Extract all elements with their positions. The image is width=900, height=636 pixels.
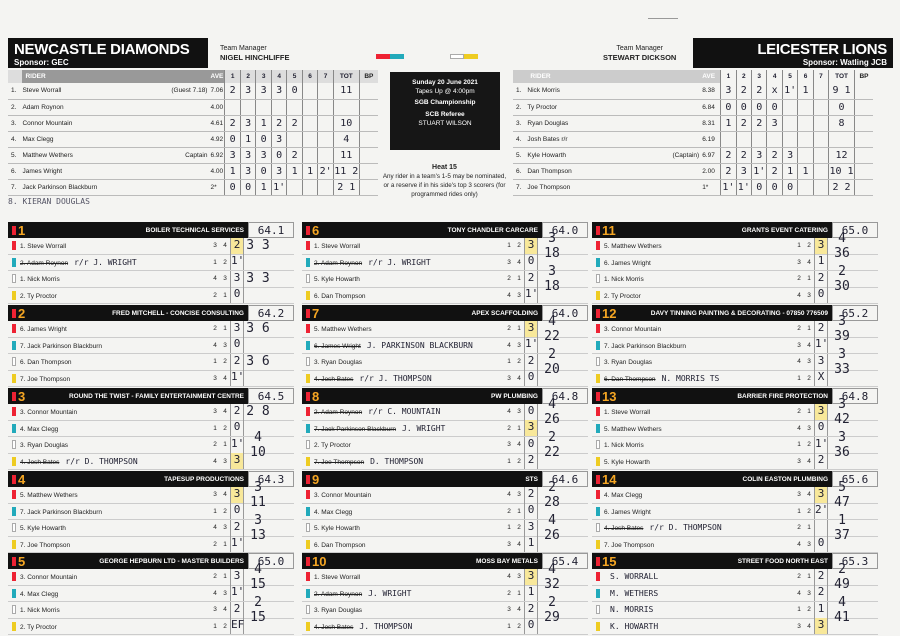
heat-row-total: 2 49 — [834, 561, 850, 592]
heat-header: 13 BARRIER FIRE PROTECTION 64.8 — [592, 388, 878, 404]
heat-rider-row: 3. Ryan Douglas 2 1 1' 4 10 — [8, 437, 294, 454]
home-rider-row: 2. Adam Roynon 4.00 — [8, 99, 378, 115]
heat-time: 64.3 — [248, 471, 294, 487]
meeting-tapes: Tapes Up @ 4:00pm — [415, 88, 475, 95]
heat-rider-row: 3. Connor Mountain 3 4 2 2 8 — [8, 404, 294, 421]
away-rider-row: 7. Joe Thompson 1* 1' 1' 0 0 0 2 2 — [513, 179, 873, 195]
heat-3 — [8, 388, 294, 470]
heat-row-total: 4 15 — [250, 561, 266, 592]
heat-row-total: 2 22 — [544, 429, 560, 460]
heat-time: 65.2 — [832, 305, 878, 321]
heat-rider-row: 4. Max Clegg 2 1 0 — [302, 504, 588, 521]
home-rider-row: 7. Jack Parkinson Blackburn 2* 0 0 1 1' 2 1 — [8, 179, 378, 195]
heat-rider-row: 1. Steve Worrall 2 1 3 3 42 — [592, 404, 878, 421]
heat-time: 65.0 — [248, 553, 294, 569]
heat-row-total: 2 8 — [246, 404, 270, 420]
home-team-header — [8, 38, 378, 68]
away-table-header: RIDER AVE 1 2 3 4 5 6 7 TOT BP — [513, 70, 873, 83]
heat-rider-row: 6. James Wright 1 2 2' — [592, 504, 878, 521]
heat-row-total: 2 28 — [544, 479, 560, 510]
heat-row-total: 5 47 — [834, 479, 850, 510]
home-team-name: NEWCASTLE DIAMONDS — [14, 41, 190, 58]
meeting-competition: SGB Championship — [414, 99, 476, 106]
heat-14 — [592, 471, 878, 553]
heat-row-total: 4 26 — [544, 512, 560, 543]
heat-rider-row: 2. Ty Proctor 3 4 0 2 22 — [302, 437, 588, 454]
away-rider-row: 6. Dan Thompson 2.00 2 3 1' 2 1 1 10 1 — [513, 163, 873, 179]
home-manager: Team Manager NIGEL HINCHLIFFE — [220, 45, 290, 62]
heat-row-total: 4 10 — [250, 429, 266, 460]
heat-header: 9 STS 64.6 — [302, 471, 588, 487]
heat-header: 11 GRANTS EVENT CATERING 65.0 — [592, 222, 878, 238]
heat-rider-row: 2. Ty Proctor 1 2 EF — [8, 619, 294, 636]
away-team-sponsor: Sponsor: Watling JCB — [802, 58, 887, 67]
home-rider-row: 6. James Wright 4.00 1 3 0 3 1 1 2' 11 2 — [8, 163, 378, 179]
heat-rider-row: 2. Adam Roynon J. WRIGHT 2 1 1 — [302, 586, 588, 603]
heat-rider-row: M. WETHERS 4 3 2 — [592, 586, 878, 603]
heat-row-total: 3 13 — [250, 512, 266, 543]
away-rider-row: 1. Nick Morris 8.38 3 2 2 x 1' 1 9 1 — [513, 83, 873, 99]
heat-7 — [302, 305, 588, 387]
heat-rider-row: 5. Kyle Howarth 1 2 3 4 26 — [302, 520, 588, 537]
home-rider-row: 5. Matthew Wethers Captain 6.92 3 3 3 0 2 11 — [8, 147, 378, 163]
heat-rider-row: 1. Nick Morris 4 3 3 3 3 — [8, 271, 294, 288]
heat-rider-row: 6. James Wright J. PARKINSON BLACKBURN 4 3 1' — [302, 338, 588, 355]
heat-rider-row: S. WORRALL 2 1 2 2 49 — [592, 569, 878, 586]
heat-row-total: 3 42 — [834, 396, 850, 427]
heat-rider-row: 4. Max Clegg 1 2 0 — [8, 421, 294, 438]
heat-header: 12 DAVY TINNING PAINTING & DECORATING - 07850 776509 65.2 — [592, 305, 878, 321]
heat-row-total: 3 36 — [834, 429, 850, 460]
heat-5 — [8, 553, 294, 635]
heat-rider-row: 1. Nick Morris 1 2 1' 3 36 — [592, 437, 878, 454]
heat-rider-row: 7. Jack Parkinson Blackburn J. WRIGHT 2 1 3 — [302, 421, 588, 438]
home-rider-row: 3. Connor Mountain 4.61 2 3 1 2 2 10 — [8, 115, 378, 131]
heat15-title: Heat 15 — [432, 164, 457, 171]
heat-rider-row: 2. Ty Proctor 2 1 0 — [8, 288, 294, 305]
away-team-panel — [513, 38, 893, 196]
heat-row-total: 4 22 — [544, 313, 560, 344]
heat15-rule: Any rider in a team's 1-5 may be nominated, or a reserve if in his side's top 3 scorers (for programmed rides only) — [382, 173, 507, 198]
heat-row-total: 4 32 — [544, 561, 560, 592]
heat-rider-row: 4. Max Clegg 4 3 1' — [8, 586, 294, 603]
heat-rider-row: 7. Joe Thompson D. THOMPSON 1 2 2 — [302, 454, 588, 471]
heat-time: 64.2 — [248, 305, 294, 321]
heat-row-total: 3 3 — [246, 271, 270, 287]
heat-time: 64.1 — [248, 222, 294, 238]
heat-rider-row: 6. Dan Thompson 4 3 1' — [302, 288, 588, 305]
heat-time: 64.0 — [542, 222, 588, 238]
home-team-panel — [8, 38, 378, 206]
heat-rider-row: 1. Steve Worrall 4 3 3 4 32 — [302, 569, 588, 586]
heat-header: 3 ROUND THE TWIST - FAMILY ENTERTAINMENT CENTRE 64.5 — [8, 388, 294, 404]
heat-header: 7 APEX SCAFFOLDING 64.0 — [302, 305, 588, 321]
heat-time: 64.5 — [248, 388, 294, 404]
heat-6 — [302, 222, 588, 304]
heat-13 — [592, 388, 878, 470]
helmet-colours-home — [376, 54, 404, 59]
heat-time: 64.0 — [542, 305, 588, 321]
heat-rider-row: 7. Joe Thompson 3 4 1' — [8, 371, 294, 388]
heat-rider-row: 5. Matthew Wethers 3 4 3 3 11 — [8, 487, 294, 504]
heat-row-total: 3 39 — [834, 313, 850, 344]
heat-rider-row: 5. Kyle Howarth 4 3 2 3 13 — [8, 520, 294, 537]
heat-rider-row: 7. Jack Parkinson Blackburn 3 4 1' — [592, 338, 878, 355]
heat-header: 8 PW PLUMBING 64.8 — [302, 388, 588, 404]
heat-rider-row: 6. Dan Thompson N. MORRIS TS 1 2 X — [592, 371, 878, 388]
heat-1 — [8, 222, 294, 304]
heat-header: 14 COLIN EASTON PLUMBING 65.6 — [592, 471, 878, 487]
home-table-header: RIDER AVE 1 2 3 4 5 6 7 TOT BP — [8, 70, 378, 83]
heat-15 — [592, 553, 878, 635]
heat-9 — [302, 471, 588, 553]
heat-row-total: 2 15 — [250, 594, 266, 625]
heat-rider-row: 2. Adam Roynon r/r J. WRIGHT 3 4 0 — [302, 255, 588, 272]
heat-rider-row: 6. Dan Thompson 1 2 2 3 6 — [8, 354, 294, 371]
heat-rider-row: 1. Nick Morris 3 4 2 2 15 — [8, 602, 294, 619]
heat-rider-row: N. MORRIS 1 2 1 4 41 — [592, 602, 878, 619]
heat-rider-row: 4. Josh Bates r/r D. THOMPSON 2 1 1 37 — [592, 520, 878, 537]
heat-rider-row: 1. Steve Worrall 3 4 2 3 3 — [8, 238, 294, 255]
heat-rider-row: 4. Josh Bates J. THOMPSON 1 2 0 — [302, 619, 588, 636]
top-rule — [648, 18, 678, 19]
heat-rider-row: 1. Steve Worrall 1 2 3 3 18 — [302, 238, 588, 255]
heat-rider-row: 3. Ryan Douglas 1 2 2 2 20 — [302, 354, 588, 371]
heat-2 — [8, 305, 294, 387]
heat-rider-row: 7. Joe Thompson 4 3 0 — [592, 537, 878, 554]
heat-header: 10 MOSS BAY METALS 65.4 — [302, 553, 588, 569]
heat-row-total: 3 11 — [250, 479, 266, 510]
away-rider-row: 3. Ryan Douglas 8.31 1 2 2 3 8 — [513, 115, 873, 131]
heat-time: 64.8 — [542, 388, 588, 404]
heat-header: 15 STREET FOOD NORTH EAST 65.3 — [592, 553, 878, 569]
heat-rider-row: 3. Connor Mountain 2 1 2 3 39 — [592, 321, 878, 338]
heat-rider-row: 2. Ty Proctor 4 3 0 — [592, 288, 878, 305]
meeting-date: Sunday 20 June 2021 — [412, 79, 478, 86]
away-team-name: LEICESTER LIONS — [757, 41, 887, 58]
away-rider-row: 2. Ty Proctor 6.84 0 0 0 0 0 — [513, 99, 873, 115]
away-rider-row: 4. Josh Bates r/r 6.19 — [513, 131, 873, 147]
heat-row-total: 1 37 — [834, 512, 850, 543]
referee-label: SCB Referee — [425, 111, 465, 118]
home-rider-row: 4. Max Clegg 4.92 0 1 0 3 4 — [8, 131, 378, 147]
heat-rider-row: 3. Ryan Douglas 4 3 3 3 33 — [592, 354, 878, 371]
helmet-colours-away — [450, 54, 478, 59]
heat-8 — [302, 388, 588, 470]
heat-time: 65.4 — [542, 553, 588, 569]
heat-rider-row: 3. Connor Mountain 4 3 2 2 28 — [302, 487, 588, 504]
heat-header: 2 FRED MITCHELL - CONCISE CONSULTING 64.2 — [8, 305, 294, 321]
away-rider-row: 5. Kyle Howarth (Captain) 6.97 2 2 3 2 3 12 — [513, 147, 873, 163]
away-team-header — [513, 38, 893, 68]
heat-header: 6 TONY CHANDLER CARCARE 64.0 — [302, 222, 588, 238]
heat-rider-row: 2. Adam Roynon r/r J. WRIGHT 1 2 1' — [8, 255, 294, 272]
heat-rider-row: 5. Matthew Wethers 1 2 3 4 36 — [592, 238, 878, 255]
heat-4 — [8, 471, 294, 553]
away-riders-table — [513, 70, 873, 196]
heat-rider-row: 7. Jack Parkinson Blackburn 1 2 0 — [8, 504, 294, 521]
heat-row-total: 4 26 — [544, 396, 560, 427]
heat-row-total: 3 33 — [834, 346, 850, 377]
heat-rider-row: 4. Josh Bates r/r D. THOMPSON 4 3 3 — [8, 454, 294, 471]
home-team-sponsor: Sponsor: GEC — [14, 58, 69, 67]
heat-rider-row: 4. Josh Bates r/r J. THOMPSON 3 4 0 — [302, 371, 588, 388]
heat-row-total: 2 20 — [544, 346, 560, 377]
heat-rider-row: K. HOWARTH 3 4 3 — [592, 619, 878, 636]
heat-row-total: 4 36 — [834, 230, 850, 261]
heat-11 — [592, 222, 878, 304]
heat-time: 65.3 — [832, 553, 878, 569]
home-extra-rider: 8. KIERAN DOUGLAS — [8, 196, 90, 206]
heat-row-total: 3 18 — [544, 263, 560, 294]
heat-time: 65.6 — [832, 471, 878, 487]
heat-rider-row: 7. Joe Thompson 2 1 1' — [8, 537, 294, 554]
heat-time: 65.0 — [832, 222, 878, 238]
heat-row-total: 3 6 — [246, 354, 270, 370]
heat-rider-row: 5. Kyle Howarth 2 1 2 3 18 — [302, 271, 588, 288]
home-rider-row: 1. Steve Worrall (Guest 7.18) 7.06 2 3 3 3 0 11 — [8, 83, 378, 99]
heat-rider-row: 3. Ryan Douglas 3 4 2 2 29 — [302, 602, 588, 619]
heat-rider-row: 6. Dan Thompson 3 4 1 — [302, 537, 588, 554]
heat-rider-row: 2. Adam Roynon r/r C. MOUNTAIN 4 3 0 4 26 — [302, 404, 588, 421]
heat-row-total: 2 30 — [834, 263, 850, 294]
heat-10 — [302, 553, 588, 635]
heat-row-total: 3 18 — [544, 230, 560, 261]
heat-row-total: 3 3 — [246, 238, 270, 254]
heat-rider-row: 5. Kyle Howarth 3 4 2 — [592, 454, 878, 471]
heat-rider-row: 4. Max Clegg 3 4 3 5 47 — [592, 487, 878, 504]
heat-rider-row: 7. Jack Parkinson Blackburn 4 3 0 — [8, 338, 294, 355]
heat-rider-row: 3. Connor Mountain 2 1 3 4 15 — [8, 569, 294, 586]
referee-name: STUART WILSON — [418, 120, 472, 127]
heat-rider-row: 6. James Wright 2 1 3 3 6 — [8, 321, 294, 338]
meeting-info — [390, 72, 500, 150]
heat-row-total: 4 41 — [834, 594, 850, 625]
away-manager: Team Manager STEWART DICKSON — [603, 45, 677, 62]
heat-time: 64.8 — [832, 388, 878, 404]
heat-row-total: 2 29 — [544, 594, 560, 625]
heat-rider-row: 1. Nick Morris 2 1 2 2 30 — [592, 271, 878, 288]
heat-rider-row: 5. Matthew Wethers 2 1 3 4 22 — [302, 321, 588, 338]
heat-rider-row: 6. James Wright 3 4 1 — [592, 255, 878, 272]
heat15-note — [382, 163, 507, 199]
heat-header: 5 GEORGE HEPBURN LTD - MASTER BUILDERS 65.0 — [8, 553, 294, 569]
home-riders-table — [8, 70, 378, 196]
heat-time: 64.6 — [542, 471, 588, 487]
heat-header: 1 BOILER TECHNICAL SERVICES 64.1 — [8, 222, 294, 238]
heat-row-total: 3 6 — [246, 321, 270, 337]
heat-rider-row: 5. Matthew Wethers 4 3 0 — [592, 421, 878, 438]
heat-12 — [592, 305, 878, 387]
heat-header: 4 TAPESUP PRODUCTIONS 64.3 — [8, 471, 294, 487]
